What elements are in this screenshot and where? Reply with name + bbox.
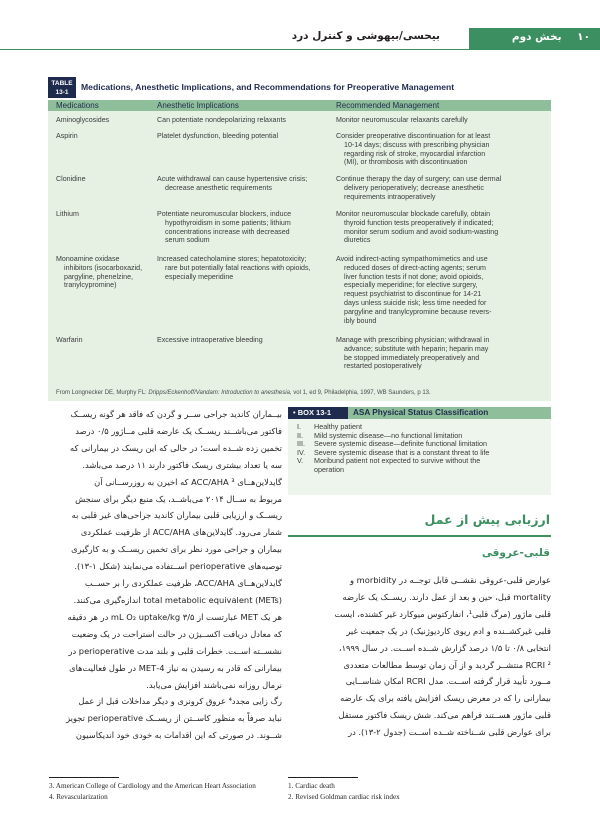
- source-prefix: From Longnecker DE, Murphy FL:: [56, 390, 149, 396]
- footnotes-left: [49, 781, 256, 802]
- footnotes-right: [288, 781, 400, 802]
- cell-line: pargyline and tranylcypromine because revers-: [344, 307, 492, 316]
- cell-line: request psychiatrist to discontinue for 14-21: [344, 290, 482, 299]
- text-line: فاکتور می‌باشــند ریســک یک عارضه قلبی مــاژور ۰/۵ درصد: [75, 425, 282, 436]
- box-title: ASA Physical Status Classification: [348, 407, 551, 419]
- cell-line: Aminoglycosides: [56, 116, 110, 124]
- text-line: نشســته اســت. خطرات قلبی و بلند مدت perioperative در: [68, 645, 282, 656]
- section-rule: [288, 535, 551, 537]
- cell-line: delivery perioperatively; decrease anesthetic: [344, 183, 484, 192]
- asa-classification-box: [288, 407, 551, 495]
- item-text: Moribund patient not expected to survive without the: [314, 456, 481, 465]
- text-line: هر یک MET عبارتست از ۳/۵ mL O₂ uptake/kg در هر دقیقه: [67, 611, 282, 622]
- footnote-rule-right: [288, 777, 358, 778]
- footnote: 1. Cardiac death: [288, 782, 335, 790]
- text-line: انتخابی ۰/۸ تا ۱/۵ درصد گزارش شــده اســت. در سال ۱۹۹۹،: [338, 642, 551, 653]
- cell-line: ibly bound: [344, 316, 377, 325]
- text-line: بیماران و جراحی مورد نظر برای تخمین ریســک و به کارگیری: [71, 544, 282, 555]
- text-line: نرمال روزانه نمی‌باشند افزایش می‌یابد.: [146, 679, 282, 690]
- implications-cell: [157, 132, 337, 141]
- cell-line: inhibitors (isocarboxazid,: [64, 263, 143, 272]
- item-number: IV.: [297, 447, 306, 457]
- cell-line: Warfarin: [56, 336, 83, 344]
- text-line: تخمین زده شــده است؛ در حالی که این ریسک در بیمارانی که: [70, 442, 282, 453]
- text-line: ریســک و ارزیابی قلبی بیماران کاندید جراحی‌های غیر قلبی به: [71, 510, 282, 521]
- text-line: مــورد تأیید قرار گرفته اســت. مدل RCRI امکان شناســایی: [345, 676, 551, 687]
- text-line: قلبی غیرکشــنده و ادم ریوی کاردیوژنیک) در یک جمعیت غیر: [346, 625, 551, 636]
- cell-line: advance; substitute with heparin; heparin may: [344, 344, 489, 353]
- table-heading: [48, 82, 551, 98]
- cell-line: (MI), or thrombosis with discontinuation: [344, 158, 468, 167]
- box-heading: [288, 407, 551, 419]
- part-band: [469, 28, 600, 50]
- cell-line: Avoid indirect-acting sympathomimetics and use: [336, 255, 488, 263]
- cell-line: pargyline, phenelzine,: [64, 272, 134, 281]
- cell-line: Aspirin: [56, 132, 78, 140]
- cell-line: Can potentiate nondepolarizing relaxants: [157, 116, 286, 124]
- item-number: V.: [297, 456, 304, 465]
- text-line: بیــماران کاندید جراحی ســر و گردن که فاقد هر گونه ریســک: [70, 409, 282, 419]
- cell-line: monitor serum sodium and avoid sodium-wasting: [344, 227, 499, 236]
- cell-line: requirements intraoperatively: [344, 192, 436, 201]
- cell-line: Continue therapy the day of surgery; can use dermal: [336, 175, 502, 183]
- header-rule: [0, 49, 469, 50]
- management-cell: [336, 210, 544, 245]
- cell-line: thyroid function tests preoperatively if indicated;: [344, 218, 494, 227]
- cell-line: Potentiate neuromuscular blockers, induce: [157, 210, 292, 218]
- cell-line: be stopped immediately preoperatively and: [344, 353, 480, 362]
- text-line: مربوط به ســال ۲۰۱۴ می‌باشــد، یک منبع دیگر برای سنجش: [75, 493, 282, 504]
- text-line: RCRI ² منتشــر گردید و از آن زمان توسط مطالعات متعددی: [343, 659, 551, 670]
- chapter-title: بیحسی/بیهوشی و کنترل درد: [291, 30, 440, 42]
- part-label: بخش دوم: [511, 31, 562, 43]
- cell-line: concentrations increase with decreased: [165, 227, 290, 236]
- cell-line: restarted postoperatively: [344, 362, 422, 371]
- section-title: ارزیابی پیش از عمل: [424, 512, 550, 527]
- text-line: که معادل دریافت اکســیژن در حالت استراحت در یک وضعیت: [71, 628, 282, 639]
- item-number: I.: [297, 422, 301, 431]
- table-tag: [48, 77, 76, 98]
- cell-line: Acute withdrawal can cause hypertensive crisis;: [157, 175, 308, 183]
- text-line: (METs) total metabolic equivalent اندازه‌گیری می‌کنند.: [73, 594, 282, 605]
- box-label: • BOX 13-1: [288, 407, 348, 419]
- cell-line: hypothyroidism in some patients; lithium: [165, 218, 291, 227]
- cell-line: Clonidine: [56, 175, 86, 183]
- footnote-rule-left: [49, 777, 119, 778]
- implications-cell: [157, 175, 337, 193]
- management-cell: [336, 132, 544, 167]
- text-line: بیمارانی را که در معرض ریسک افزایش یافته برای یک عارضه: [340, 693, 551, 704]
- item-text: Healthy patient: [314, 422, 362, 431]
- cell-line: Monitor neuromuscular blockade carefully, obtain: [336, 210, 491, 218]
- text-line: گایدلاین‌هــای ACC/AHA، ظرفیت عملکردی را بر حســب: [84, 578, 282, 589]
- cell-line: days unless suicide risk; less time needed for: [344, 298, 487, 307]
- page-header: [0, 0, 600, 62]
- table-body: [48, 100, 551, 401]
- cell-line: liver function tests if not done; avoid opioids,: [344, 272, 484, 281]
- implications-cell: [157, 336, 337, 345]
- medications-table: [48, 82, 551, 401]
- text-line: عوارض قلبی-عروقی نقشــی قابل توجــه در morbidity و: [350, 575, 551, 585]
- column-header-implications: Anesthetic Implications: [157, 101, 239, 110]
- cell-line: reduced doses of direct-acting agents; serum: [344, 263, 486, 272]
- text-line: قلبی ماژور هســتند فراهم می‌کند. شش ریسک فاکتور مستقل: [338, 710, 551, 721]
- text-line: رگ زایی مجدد⁴ عروق کرونری و دیگر مداخلات قبل از عمل: [78, 696, 282, 707]
- cell-line: diuretics: [344, 236, 371, 245]
- cell-line: regarding risk of stroke, myocardial infarction: [344, 149, 486, 158]
- footnote: 2. Revised Goldman cardiac risk index: [288, 792, 400, 801]
- cell-line: Consider preoperative discontinuation for at least: [336, 132, 491, 140]
- cell-line: Monitor neuromuscular relaxants carefully: [336, 116, 468, 124]
- cell-line: Excessive intraoperative bleeding: [157, 336, 263, 344]
- cell-line: 10-14 days; discuss with prescribing physician: [344, 140, 490, 149]
- table-tag-number: 13-1: [55, 89, 69, 96]
- list-item: [288, 457, 551, 474]
- cell-line: tranylcypromine): [64, 281, 117, 290]
- implications-cell: [157, 210, 337, 245]
- item-text: Severe systemic disease that is a constant threat to life: [314, 447, 490, 457]
- page-number: ۱۰: [577, 31, 590, 43]
- table-caption: Medications, Anesthetic Implications, and Recommendations for Preoperative Management: [81, 82, 455, 92]
- text-line: قلبی ماژور (مرگ قلبی¹، انفارکتوس میوکارد غیر کشنده، ایست: [334, 608, 551, 619]
- subsection-title: قلبی-عروقی: [481, 547, 550, 559]
- text-line: برای عوارض قلبی شــناخته شــده اســت (جدول ۲-۱۳). در: [348, 727, 551, 738]
- cell-line: especially meperidine: [165, 272, 234, 281]
- text-line: شمار می‌رود. گایدلاین‌های ACC/AHA از ظرفیت عملکردی: [80, 527, 282, 538]
- footnote: 3. American College of Cardiology and the American Heart Association: [49, 782, 256, 790]
- cell-line: Platelet dysfunction, bleeding potential: [157, 132, 279, 140]
- cell-line: serum sodium: [165, 236, 210, 245]
- text-line: بیمارانی که قادر به رسیدن به نیاز 4-MET در طول فعالیت‌های: [69, 662, 282, 673]
- item-text-continued: operation: [314, 464, 344, 474]
- management-cell: [336, 336, 544, 371]
- column-header-management: Recommended Management: [336, 101, 440, 110]
- item-text: Severe systemic disease—definite functional limitation: [314, 439, 487, 448]
- text-line: سه یا تعداد بیشتری ریسک فاکتور دارند ۱۱ درصد می‌باشد.: [82, 459, 282, 470]
- cell-line: Increased catecholamine stores; hepatotoxicity;: [157, 255, 307, 263]
- column-header-medications: Medications: [56, 101, 99, 110]
- asa-class-list: [288, 423, 551, 474]
- item-number: III.: [297, 439, 305, 448]
- management-cell: [336, 255, 544, 325]
- implications-cell: [157, 116, 337, 125]
- table-source: [56, 390, 431, 396]
- text-line: نباید صرفاً به منظور کاســتن از ریســک perioperative تجویز: [66, 713, 282, 724]
- management-cell: [336, 175, 544, 201]
- text-line: گایدلاین‌هــای ACC/AHA ³ که اخیرن به روزرســانی آن: [94, 476, 282, 487]
- source-title: Dripps/Eckenhoff/Vandam: Introduction to anesthesia: [148, 390, 290, 396]
- text-line: mortality قبل، حین و بعد از عمل دارند. ریســک یک عارضه: [342, 591, 551, 602]
- text-line: توصیه‌های perioperative اســتفاده می‌نمایند (شکل ۱-۱۳).: [74, 561, 282, 572]
- text-line: شــوند. در صورتی که این اقدامات به خودی خود اندیکاسیون: [75, 730, 282, 741]
- item-number: II.: [297, 430, 303, 440]
- cell-line: decrease anesthetic requirements: [165, 183, 272, 192]
- item-text: Mild systemic disease—no functional limitation: [314, 430, 463, 440]
- left-column-text: [49, 406, 282, 744]
- cell-line: Monoamine oxidase: [56, 255, 120, 263]
- cell-line: rare but potentially fatal reactions with opioids,: [165, 263, 311, 272]
- footnote: 4. Revascularization: [49, 792, 108, 801]
- right-column-text: [288, 572, 551, 741]
- source-suffix: , vol 1, ed 9, Philadelphia, 1997, WB Saunders, p 13.: [289, 390, 431, 396]
- implications-cell: [157, 255, 337, 281]
- cell-line: Manage with prescribing physician; withdrawal in: [336, 336, 490, 344]
- table-tag-word: TABLE: [51, 80, 73, 87]
- management-cell: [336, 116, 544, 125]
- table-column-headers: [48, 100, 551, 111]
- cell-line: especially meperidine; for elective surgery,: [344, 281, 478, 290]
- cell-line: Lithium: [56, 210, 79, 218]
